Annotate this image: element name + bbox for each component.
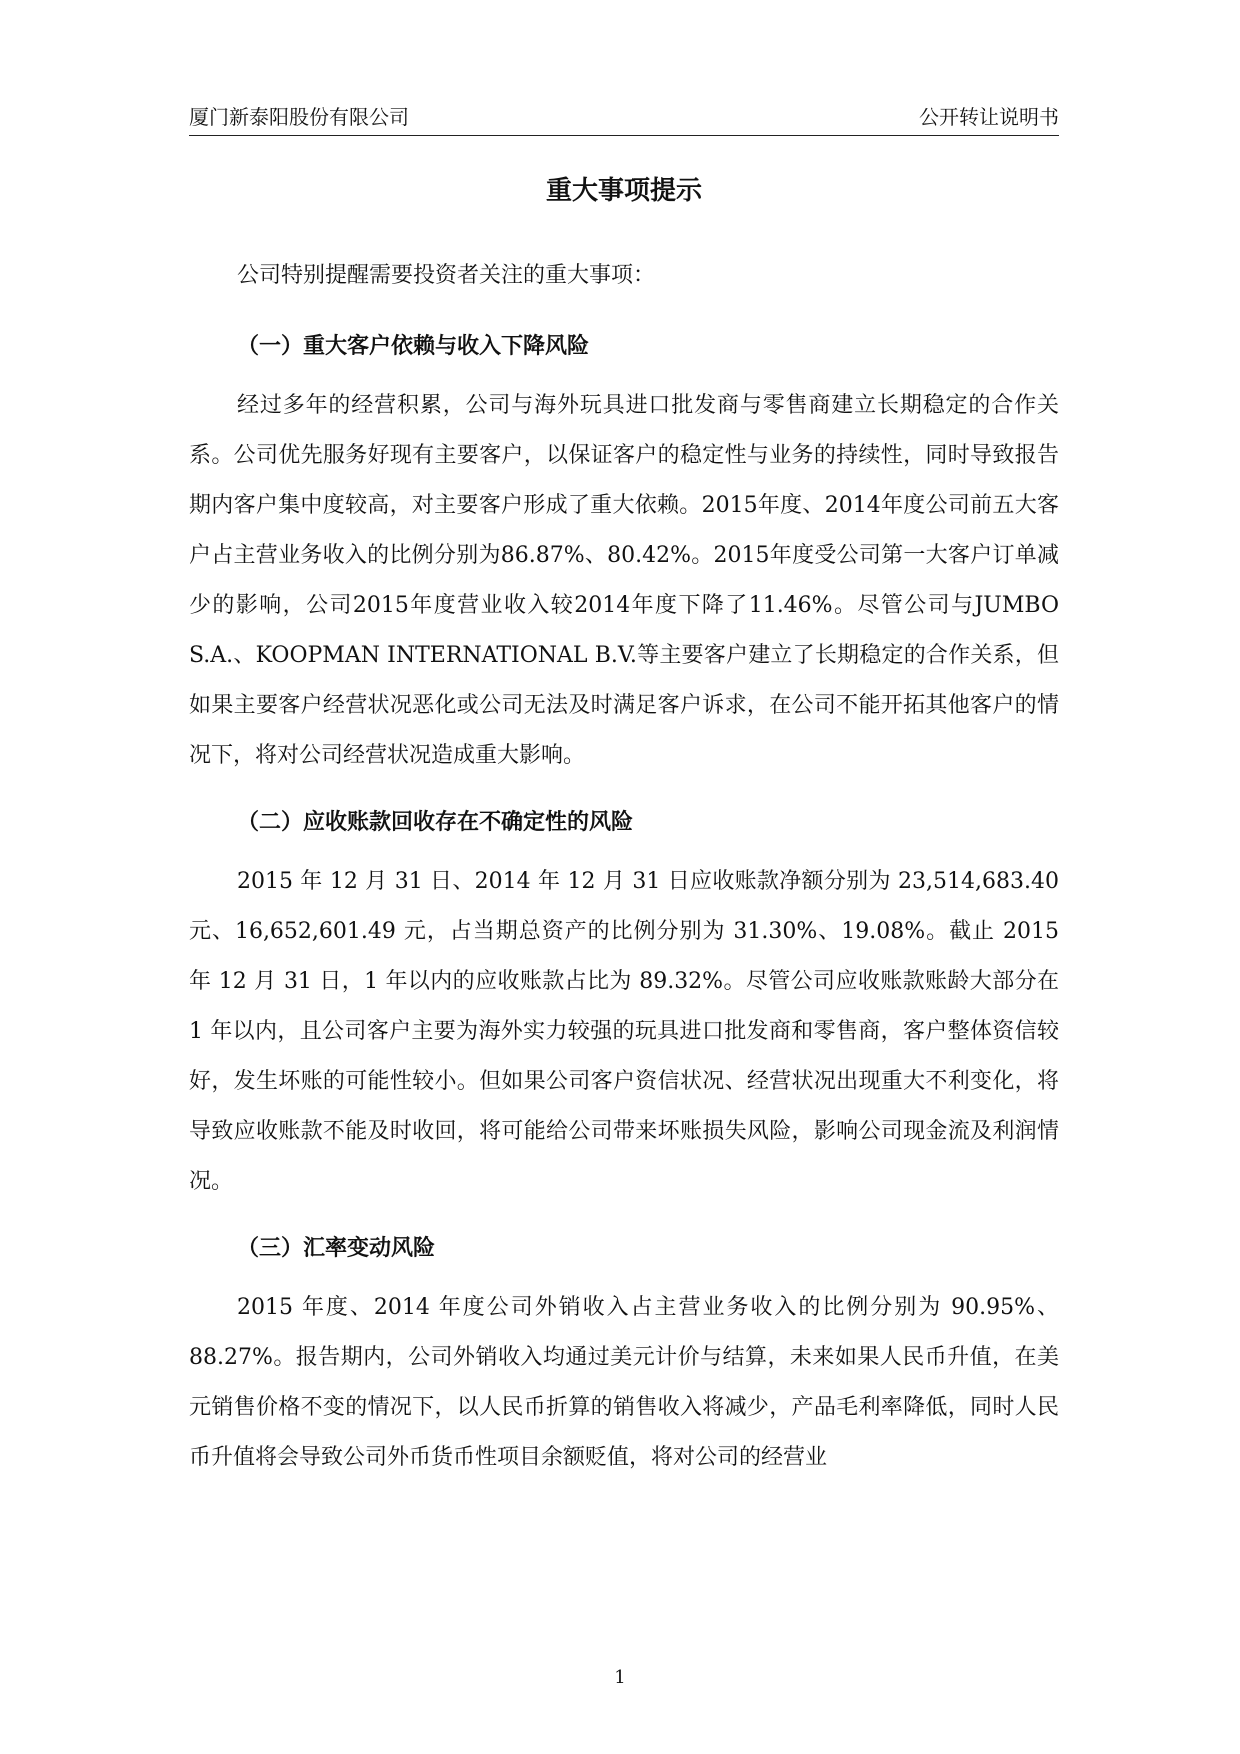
page-number: 1: [614, 1667, 626, 1688]
header-company-name: 厦门新泰阳股份有限公司: [189, 105, 409, 129]
section-heading-receivables-risk: （二）应收账款回收存在不确定性的风险: [237, 809, 634, 835]
intro-paragraph: 公司特别提醒需要投资者关注的重大事项：: [237, 263, 656, 288]
section-heading-customer-dependence: （一）重大客户依赖与收入下降风险: [237, 333, 590, 359]
header-divider: [189, 135, 1059, 136]
page-title: 重大事项提示: [545, 176, 702, 206]
section-body-receivables-risk: 2015 年 12 月 31 日、2014 年 12 月 31 日应收账款净额分别为 23,514,683.40 元、16,652,601.49 元，占当期总资产的比例分别为 31.30%、19.08%。截止 2015 年 12 月 31 日，1 年以内的应收账款占比为 89.32%。尽管公司应收账款账龄大部分在 1 年以内，且公司客户主要为海外实力较强的玩具进口批发商和零售商，客户整体资信较好，发生坏账的可能性较小。但如果公司客户资信状况、经营状况出现重大不利变化，将导致应收账款不能及时收回，将可能给公司带来坏账损失风险，影响公司现金流及利润情况。: [189, 869, 1059, 1194]
section-body-customer-dependence: 经过多年的经营积累，公司与海外玩具进口批发商与零售商建立长期稳定的合作关系。公司优先服务好现有主要客户，以保证客户的稳定性与业务的持续性，同时导致报告期内客户集中度较高，对主要客户形成了重大依赖。2015年度、2014年度公司前五大客户占主营业务收入的比例分别为86.87%、80.42%。2015年度受公司第一大客户订单减少的影响，公司2015年度营业收入较2014年度下降了11.46%。尽管公司与JUMBO S.A.、KOOPMAN INTERNATIONAL B.V.等主要客户建立了长期稳定的合作关系，但如果主要客户经营状况恶化或公司无法及时满足客户诉求，在公司不能开拓其他客户的情况下，将对公司经营状况造成重大影响。: [189, 393, 1059, 768]
running-header: [189, 102, 1059, 132]
header-document-type: 公开转让说明书: [919, 105, 1059, 129]
page-content: [189, 163, 1059, 1499]
section-body-exchange-rate-risk: 2015 年度、2014 年度公司外销收入占主营业务收入的比例分别为 90.95%、88.27%。报告期内，公司外销收入均通过美元计价与结算，未来如果人民币升值，在美元销售价格不变的情况下，以人民币折算的销售收入将减少，产品毛利率降低，同时人民币升值将会导致公司外币货币性项目余额贬值，将对公司的经营业: [189, 1295, 1059, 1470]
section-heading-exchange-rate-risk: （三）汇率变动风险: [237, 1235, 436, 1261]
